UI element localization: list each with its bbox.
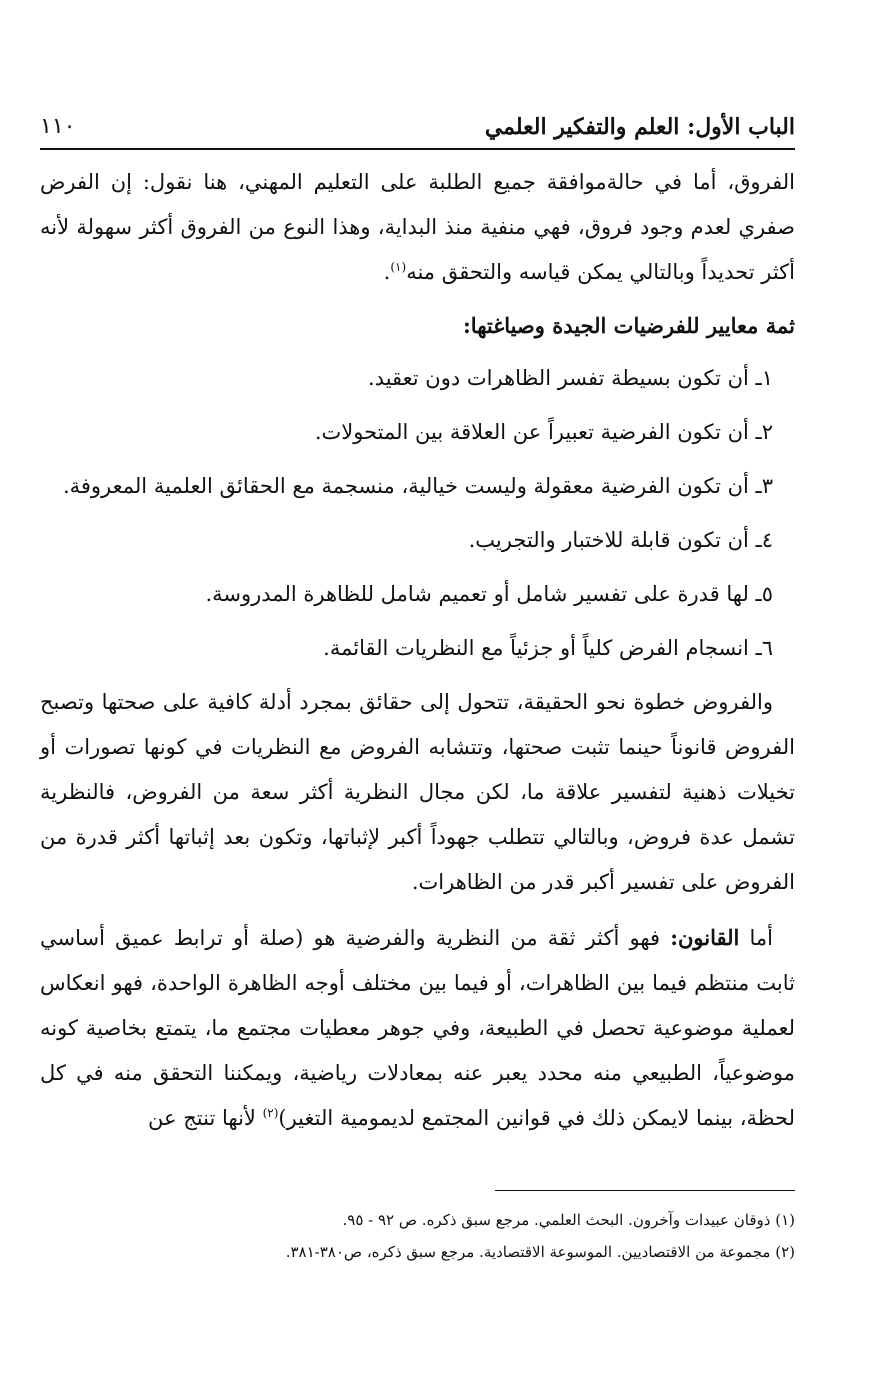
criteria-item: ٢ـ أن تكون الفرضية تعبيراً عن العلاقة بين المتحولات.: [314, 420, 773, 444]
continued-paragraph-end: .: [383, 260, 391, 284]
footnote-1: (١) ذوقان عبيدات وآخرون. البحث العلمي. مرجع سبق ذكره. ص ٩٢ - ٩٥.: [342, 1211, 795, 1229]
chapter-title: الباب الأول: العلم والتفكير العلمي: [484, 114, 795, 140]
law-prefix: أما: [739, 926, 773, 950]
page-body: [40, 160, 795, 1141]
criteria-item: ١ـ أن تكون بسيطة تفسر الظاهرات دون تعقيد.: [368, 366, 773, 390]
continued-paragraph-text: الفروق، أما في حالةموافقة جميع الطلبة على التعليم المهني، هنا نقول: إن الفرض صفري لعدم وجود فروق، فهي منفية منذ البداية، وهذا النوع من الفروق أكثر سهولة لأنه أكثر تحديداً وبالتالي يمكن قياسه والتحقق منه: [40, 170, 795, 284]
footnote-ref-2: (٢): [262, 1106, 279, 1120]
hypotheses-paragraph: والفروض خطوة نحو الحقيقة، تتحول إلى حقائق بمجرد أدلة كافية على صحتها وتصبح الفروض قانوناً حينما تثبت صحتها، وتتشابه الفروض مع النظريات في كونها تصورات أو تخيلات ذهنية لتفسير علاقة ما، لكن مجال النظرية أكثر سعة من الفروض، فالنظرية تشمل عدة فروض، وبالتالي تتطلب جهوداً أكبر لإثباتها، وتكون بعد إثباتها أكثر قدرة من الفروض على تفسير أكبر قدر من الظاهرات.: [40, 690, 795, 894]
law-term: القانون:: [670, 925, 740, 950]
criteria-item: ٣ـ أن تكون الفرضية معقولة وليست خيالية، منسجمة مع الحقائق العلمية المعروفة.: [62, 474, 773, 498]
footnote-ref-1: (١): [390, 260, 407, 274]
footnotes: [40, 1204, 795, 1268]
footnote-separator: [495, 1190, 795, 1191]
law-end: لأنها تنتج عن: [148, 1106, 263, 1130]
criteria-heading: ثمة معايير للفرضيات الجيدة وصياغتها:: [463, 313, 795, 338]
criteria-item: ٦ـ انسجام الفرض كلياً أو جزئياً مع النظريات القائمة.: [323, 636, 773, 660]
law-text: فهو أكثر ثقة من النظرية والفرضية هو (صلة أو ترابط عميق أساسي ثابت منتظم فيما بين الظاهرات، أو فيما بين مختلف أوجه الظاهرة الواحدة، فهو انعكاس لعملية موضوعية تحصل في الطبيعة، وفي جوهر معطيات مجتمع ما، يتمتع بخاصية كونه موضوعياً، الطبيعي منه محدد يعبر عنه بمعادلات رياضية، ويمكننا التحقق منه في كل لحظة، بينما لايمكن ذلك في قوانين المجتمع لديمومية التغير): [40, 926, 795, 1130]
criteria-list: [40, 356, 795, 670]
criteria-item: ٤ـ أن تكون قابلة للاختبار والتجريب.: [468, 528, 773, 552]
page-number: ١١٠: [40, 114, 76, 139]
law-paragraph: [40, 915, 795, 1141]
footnote-2: (٢) مجموعة من الاقتصاديين. الموسوعة الاقتصادية. مرجع سبق ذكره، ص٣٨٠-٣٨١.: [285, 1243, 795, 1261]
continued-paragraph: [40, 160, 795, 295]
running-header: [40, 108, 795, 150]
criteria-item: ٥ـ لها قدرة على تفسير شامل أو تعميم شامل للظاهرة المدروسة.: [205, 582, 773, 606]
